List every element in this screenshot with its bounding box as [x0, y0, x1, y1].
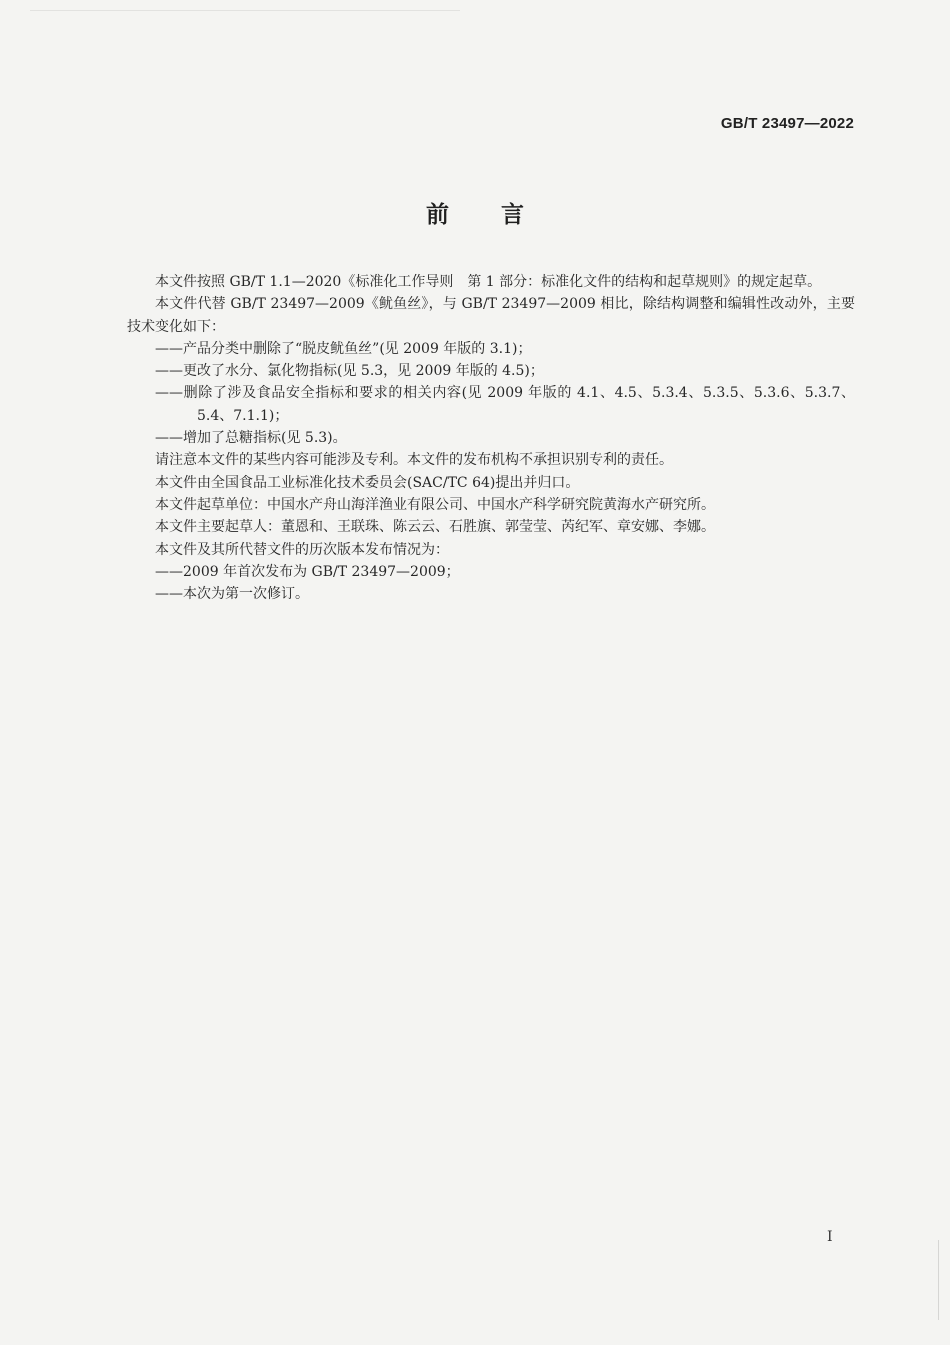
paragraph-drafting-rules: 本文件按照 GB/T 1.1—2020《标准化工作导则 第 1 部分：标准化文件的结构和起草规则》的规定起草。 [155, 274, 822, 290]
change-item: ——产品分类中删除了“脱皮鱿鱼丝”(见 2009 年版的 3.1)； [155, 340, 532, 357]
change-item: ——更改了水分、氯化物指标(见 5.3，见 2009 年版的 4.5)； [155, 363, 544, 380]
page-title: 前言 [426, 202, 576, 228]
paragraph-version-history: 本文件及其所代替文件的历次版本发布情况为： [155, 541, 449, 558]
paragraph-drafters: 本文件主要起草人：董恩和、王联珠、陈云云、石胜旗、郭莹莹、芮纪军、章安娜、李娜。 [155, 519, 715, 536]
scan-edge-line [938, 1240, 939, 1320]
scan-edge-line [30, 10, 460, 11]
foreword-body [127, 271, 855, 605]
history-item: ——2009 年首次发布为 GB/T 23497—2009； [155, 563, 460, 580]
page-number: I [827, 1229, 833, 1245]
paragraph-drafting-units: 本文件起草单位：中国水产舟山海洋渔业有限公司、中国水产科学研究院黄海水产研究所。 [155, 496, 715, 513]
change-item: ——增加了总糖指标(见 5.3)。 [155, 430, 347, 447]
standard-code: GB/T 23497—2022 [720, 115, 854, 132]
change-item: ——删除了涉及食品安全指标和要求的相关内容(见 2009 年版的 4.1、4.5、5.3.4、5.3.5、5.3.6、5.3.7、5.4、7.1.1)； [155, 385, 855, 424]
paragraph-patent-notice: 请注意本文件的某些内容可能涉及专利。本文件的发布机构不承担识别专利的责任。 [155, 452, 673, 469]
history-item: ——本次为第一次修订。 [155, 586, 309, 603]
paragraph-replacement: 本文件代替 GB/T 23497—2009《鱿鱼丝》，与 GB/T 23497—2009 相比，除结构调整和编辑性改动外，主要技术变化如下： [127, 296, 855, 335]
paragraph-proposer: 本文件由全国食品工业标准化技术委员会(SAC/TC 64)提出并归口。 [155, 474, 580, 491]
